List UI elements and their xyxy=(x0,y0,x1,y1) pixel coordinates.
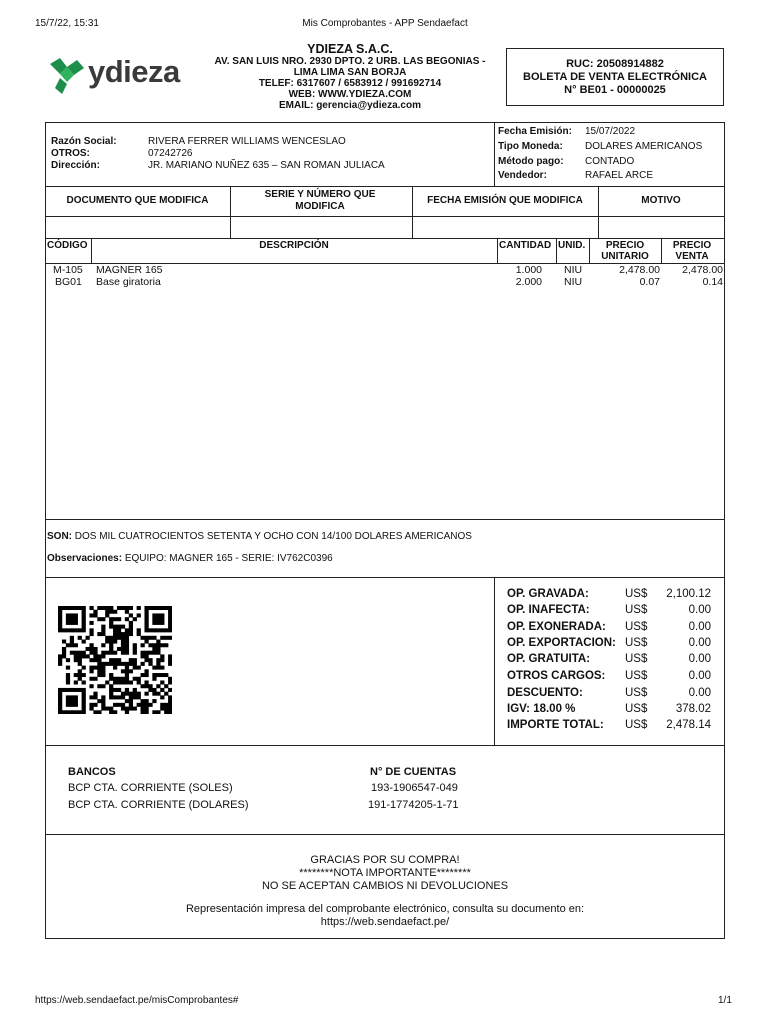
banks-header: BANCOS xyxy=(68,766,116,778)
company-email: EMAIL: gerencia@ydieza.com xyxy=(278,100,421,111)
total-value: 378.02 xyxy=(675,703,711,715)
total-currency: US$ xyxy=(625,703,648,715)
total-value: 0.00 xyxy=(688,637,711,649)
item-precio-unitario: 0.07 xyxy=(639,276,660,288)
thanks-message: GRACIAS POR SU COMPRA! xyxy=(310,854,460,866)
item-cantidad: 2.000 xyxy=(515,276,542,288)
total-value: 2,100.12 xyxy=(666,588,711,600)
metodo-pago-label: Método pago: xyxy=(498,156,564,167)
total-value: 0.00 xyxy=(688,670,711,682)
print-page-title: Mis Comprobantes - APP Sendaefact xyxy=(302,18,468,29)
print-page-count: 1/1 xyxy=(718,995,732,1006)
total-currency: US$ xyxy=(625,621,648,633)
item-descripcion: MAGNER 165 xyxy=(96,264,163,276)
col-descripcion-header: DESCRIPCIÓN xyxy=(259,240,329,251)
ruc-number: RUC: 20508914882 xyxy=(566,58,664,70)
col-precio-unitario-header: PRECIO UNITARIO xyxy=(601,240,649,262)
accounts-header: N° DE CUENTAS xyxy=(370,766,457,778)
total-currency: US$ xyxy=(625,653,648,665)
col-unid-header: UNID. xyxy=(558,240,586,251)
son-value: DOS MIL CUATROCIENTOS SETENTA Y OCHO CON 14/100 DOLARES AMERICANOS xyxy=(74,531,472,542)
document-type: BOLETA DE VENTA ELECTRÓNICA xyxy=(523,71,707,83)
total-currency: US$ xyxy=(625,637,648,649)
qr-code-icon xyxy=(58,606,172,714)
item-unid: NIU xyxy=(564,264,583,276)
document-number: N° BE01 - 00000025 xyxy=(564,84,666,96)
total-currency: US$ xyxy=(625,588,648,600)
metodo-pago-value: CONTADO xyxy=(585,156,635,167)
total-label: OP. EXPORTACION: xyxy=(507,637,616,649)
item-descripcion: Base giratoria xyxy=(96,276,161,288)
company-name: YDIEZA S.A.C. xyxy=(307,42,393,56)
son-label: SON: xyxy=(47,531,72,542)
col-cantidad-header: CANTIDAD xyxy=(499,240,552,251)
col-precio-venta-header: PRECIO VENTA xyxy=(672,240,712,262)
fecha-modifica-header: FECHA EMISIÓN QUE MODIFICA xyxy=(427,195,583,206)
total-currency: US$ xyxy=(625,604,648,616)
ruc-box xyxy=(506,48,724,106)
item-codigo: M-105 xyxy=(53,264,83,276)
item-precio-venta: 0.14 xyxy=(702,276,723,288)
company-address-1: AV. SAN LUIS NRO. 2930 DPTO. 2 URB. LAS BEGONIAS - xyxy=(214,56,486,67)
razon-social-label: Razón Social: xyxy=(51,136,117,147)
doc-modifica-header: DOCUMENTO QUE MODIFICA xyxy=(66,195,209,206)
company-web: WEB: WWW.YDIEZA.COM xyxy=(288,89,412,100)
bank-name: BCP CTA. CORRIENTE (DOLARES) xyxy=(68,799,249,811)
total-value: 0.00 xyxy=(688,687,711,699)
direccion-label: Dirección: xyxy=(51,160,100,171)
company-phone: TELEF: 6317607 / 6583912 / 991692714 xyxy=(258,78,442,89)
item-cantidad: 1.000 xyxy=(515,264,542,276)
observaciones-value: EQUIPO: MAGNER 165 - SERIE: IV762C0396 xyxy=(124,553,333,564)
company-logo xyxy=(50,56,195,96)
son-line xyxy=(47,531,472,542)
vendedor-value: RAFAEL ARCE xyxy=(585,170,653,181)
total-label: IMPORTE TOTAL: xyxy=(507,719,604,731)
bank-account: 193-1906547-049 xyxy=(371,782,458,794)
total-value: 0.00 xyxy=(688,653,711,665)
item-codigo: BG01 xyxy=(55,276,82,288)
total-currency: US$ xyxy=(625,670,648,682)
total-currency: US$ xyxy=(625,687,648,699)
total-value: 0.00 xyxy=(688,604,711,616)
tipo-moneda-value: DOLARES AMERICANOS xyxy=(585,141,703,152)
fecha-emision-value: 15/07/2022 xyxy=(585,126,636,137)
razon-social-value: RIVERA FERRER WILLIAMS WENCESLAO xyxy=(148,136,346,147)
item-precio-unitario: 2,478.00 xyxy=(619,264,660,276)
item-precio-venta: 2,478.00 xyxy=(682,264,723,276)
serie-numero-header: SERIE Y NÚMERO QUE MODIFICA xyxy=(264,189,376,212)
otros-label: OTROS: xyxy=(51,148,90,159)
total-label: OP. EXONERADA: xyxy=(507,621,606,633)
fecha-emision-label: Fecha Emisión: xyxy=(498,126,572,137)
motivo-header: MOTIVO xyxy=(641,195,681,206)
total-label: IGV: 18.00 % xyxy=(507,703,576,715)
total-label: OP. GRAVADA: xyxy=(507,588,589,600)
logo-wordmark: ydieza xyxy=(88,54,180,89)
tipo-moneda-label: Tipo Moneda: xyxy=(498,141,563,152)
important-note: ********NOTA IMPORTANTE******** xyxy=(299,867,471,879)
qr-code xyxy=(58,606,172,714)
sendaefact-link[interactable]: https://web.sendaefact.pe/ xyxy=(320,916,450,928)
no-returns-message: NO SE ACEPTAN CAMBIOS NI DEVOLUCIONES xyxy=(261,880,509,892)
observaciones-line xyxy=(47,553,333,564)
observaciones-label: Observaciones: xyxy=(47,553,123,564)
company-address-2: LIMA LIMA SAN BORJA xyxy=(293,67,407,78)
print-url: https://web.sendaefact.pe/misComprobantes# xyxy=(35,995,239,1006)
bank-name: BCP CTA. CORRIENTE (SOLES) xyxy=(68,782,233,794)
total-label: OP. GRATUITA: xyxy=(507,653,591,665)
print-datetime: 15/7/22, 15:31 xyxy=(35,18,99,29)
item-unid: NIU xyxy=(564,276,583,288)
total-label: OP. INAFECTA: xyxy=(507,604,590,616)
vendedor-label: Vendedor: xyxy=(498,170,547,181)
total-label: DESCUENTO: xyxy=(507,687,583,699)
representation-text: Representación impresa del comprobante electrónico, consulta su documento en: xyxy=(185,903,585,915)
total-label: OTROS CARGOS: xyxy=(507,670,606,682)
direccion-value: JR. MARIANO NUÑEZ 635 – SAN ROMAN JULIACA xyxy=(148,160,385,171)
bank-account: 191-1774205-1-71 xyxy=(368,799,459,811)
total-value: 0.00 xyxy=(688,621,711,633)
otros-value: 07242726 xyxy=(148,148,193,159)
total-currency: US$ xyxy=(625,719,648,731)
ydieza-logo-icon xyxy=(50,58,84,94)
col-codigo-header: CÓDIGO xyxy=(47,240,88,251)
total-value: 2,478.14 xyxy=(666,719,711,731)
